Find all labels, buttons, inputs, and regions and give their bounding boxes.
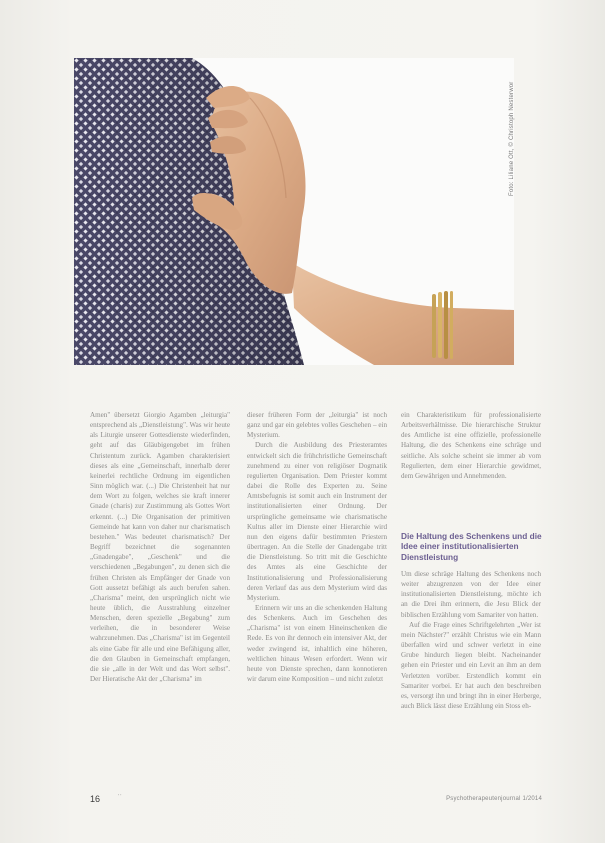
paragraph: Amen" übersetzt Giorgio Agamben „leiturgia" entsprechend als „Dienstleistung". Was wir heute als Liturgie unserer Gottesdienste wiederfinden, geht auf das Gläubigengebet im frühen Christentum zurück. Agamben charakterisiert dieses als eine „Gemeinschaft, innerhalb derer keinerlei rechtliche Ordnung im eigentlichen Sinn möglich war. (...) Die Christenheit hat nur dem Wort zu folgen, welches sie kraft innerer Gnade (charis) zur Zustimmung als Gottes Wort erkennt. (...) Die Organisation der primitiven Gemeinde hat kann von daher nur charismatisch bestehen." Was bedeutet charismatisch? Der Begriff bezeichnet die sogenannten „Gnadengabe", „Geschenk" und die verschiedenen „Begabungen", zu denen sich die frühen Christen als Empfänger der Gnade von Gott aussetzt befähigt als auch berufen sahen. „Charisma" meint, den ursprünglich nicht wie heute üblich, die Ausstrahlung einzelner Menschen, deren spezielle „Begabung" zum verleihen, die in besonderer Weise wahrzunehmen. Das „Charisma" ist im Gegenteil als eine Gabe für alle und eine Befähigung aller, die den Glauben in Gemeinschaft empfangen, die sie „alle in der Welt und das Wort selbst". Der Hieratische Akt der „Charisma" im <box>90 411 231 684</box>
magazine-footer: Psychotherapeutenjournal 1/2014 <box>446 796 542 802</box>
paragraph: Um diese schräge Haltung des Schenkens noch weiter abzugrenzen von der Idee einer institutionalisierten Dienstleistung, möchte ich an die Drei ihm erinnern, die Jesu Blick der biblischen Erzählung vom Samariter von hatten. <box>401 570 541 619</box>
paragraph: Auf die Frage eines Schriftgelehrten „Wer ist mein Nächster?" erzählt Christus wie ein Mann überfallen wird und schwer verletzt in eine Grube hindurch liegen bleibt. Nacheinander gehen ein Priester und ein Levit an ihm an dem Verletzten vorüber. Erstendlich kommt ein Samariter vorbei. Er hat auch den beschreiben es, versorgt ihn und bringt ihn in einer Herberge, auch Blick lässt diese Erzählung ein Stoss eh- <box>401 620 541 711</box>
page-number: 16 <box>90 794 101 804</box>
text-column-3 <box>401 410 541 520</box>
photo-illustration <box>74 58 514 365</box>
photo-credit: Foto: Liliane Ott, © Christoph Nesterwor <box>509 81 515 196</box>
text-column-1 <box>90 410 230 684</box>
paragraph: dieser früheren Form der „leiturgia" ist noch ganz und gar ein gelebtes volles Geschehen – ein Mysterium. <box>247 411 387 440</box>
paragraph: ein Charakteristikum für professionalisierte Arbeitsverhältnisse. Die hierarchische Struktur des Amtliche ist eine offizielle, professionelle Haltung, die des Schenkens eine schräge und seitliche. Als solche scheint sie immer ab vom Regulierten, dem einer Hierarchie gewidmet, dem Gewährigen und Annehmenden. <box>401 411 541 480</box>
paragraph: Durch die Ausbildung des Priesteramtes entwickelt sich die frühchristliche Gemeinschaft zunehmend zu einer von religiöser Dogmatik regulierten Organisation. Dem Priester kommt dabei die Rolle des Experten zu. Seine Amtsbefugnis ist somit auch ein Instrument der institutionalisierten einer Ordnung. Der ursprüngliche gemeinsame wie charismatische Kultus aller im Dienste einer Hierarchie wird nun den eigens dafür bestimmten Priestern übertragen. An die Stelle der Gnadengabe tritt die Dienstleistung. So tritt mit die Geschichte des Amtes als eine Geschichte der Institutionalisierung und Professionalisierung deren Verlauf das aus dem Mysterium wird das Mysterium. <box>247 441 387 602</box>
text-column-2 <box>247 410 387 684</box>
footer-marks: ' ' <box>118 794 122 800</box>
paragraph: Erinnern wir uns an die schenkenden Haltung des Schenkens. Auch im Geschehen des „Charisma" ist von einem Hineinschenken die Rede. Es von ihr dennoch ein intensiver Akt, der weder zwingend ist, inhaltlich eine höheren, weltlichen hinaus Wesen erfordert. Wenn wir heute von Dienste sprechen, dann konnotieren wir darum eine Komposition – und nicht zuletzt <box>247 603 387 684</box>
article-photo <box>74 58 514 365</box>
section-subheading: Die Haltung des Schenkens und die Idee einer institutionalisierten Dienstleistung <box>401 531 542 562</box>
text-column-3-continued <box>401 569 541 711</box>
